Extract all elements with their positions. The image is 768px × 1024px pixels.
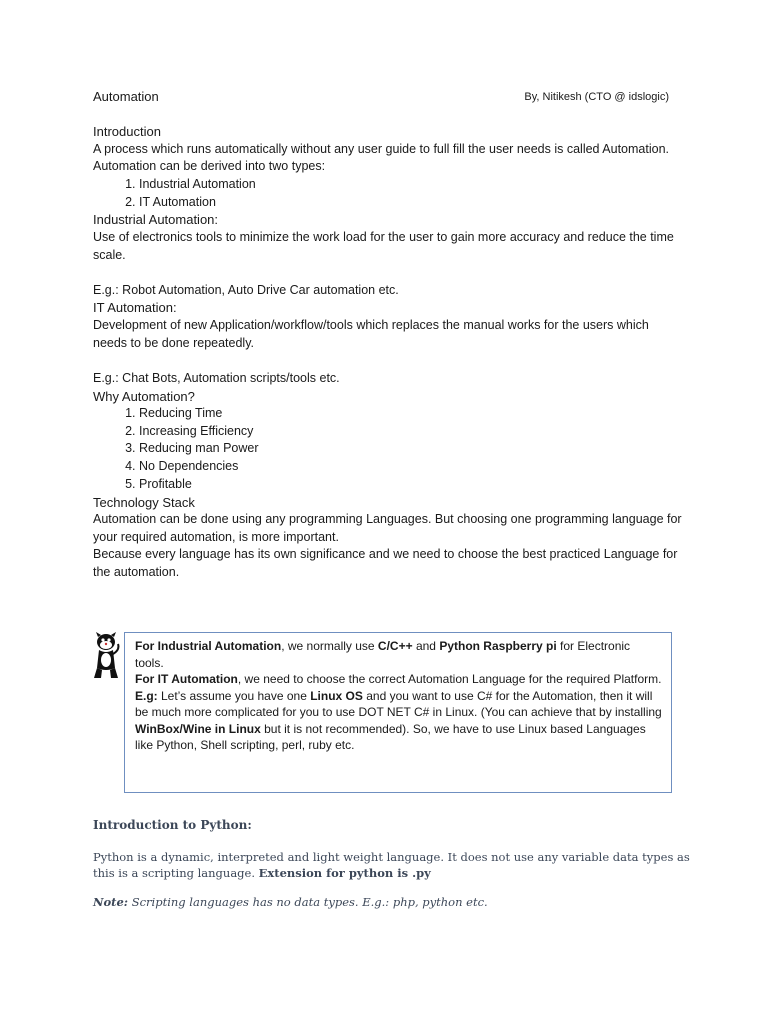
document-body: [93, 123, 683, 582]
list-item: 3. Reducing man Power: [139, 440, 683, 458]
industrial-description: Use of electronics tools to minimize the work load for the user to gain more accuracy and reduce the time scale.: [93, 229, 674, 262]
heading-stack: Technology Stack: [93, 494, 195, 510]
python-description: Python is a dynamic, interpreted and light weight language. It does not use any variable data types as this is a scripting language. Extension for python is .py: [93, 850, 690, 880]
callout-line-industrial: For Industrial Automation, we normally use C/C++ and Python Raspberry pi for Electronic tools.: [135, 639, 631, 670]
it-example: E.g.: Chat Bots, Automation scripts/tools etc.: [93, 370, 340, 385]
reasons-list: [93, 405, 683, 494]
list-item: 1. Industrial Automation: [139, 176, 683, 194]
stack-para-2: Because every language has its own significance and we need to choose the best practiced Language for the automation.: [93, 547, 678, 580]
cartoon-cat-icon: [91, 632, 121, 680]
heading-it: IT Automation:: [93, 300, 177, 316]
list-item: 2. Increasing Efficiency: [139, 423, 683, 441]
industrial-example: E.g.: Robot Automation, Auto Drive Car automation etc.: [93, 282, 399, 297]
intro-types-line: Automation can be derived into two types:: [93, 159, 326, 174]
callout-line-example: E.g: Let’s assume you have one Linux OS and you want to use C# for the Automation, then it will be much more complicated for you to use DOT NET C# in Linux. (You can achieve that by installing WinBox/Wine in Linux but it is not recommended). So, we have to use Linux based Languages like Python, Shell scripting, perl, ruby etc.: [135, 688, 662, 752]
list-item: 4. No Dependencies: [139, 458, 683, 476]
python-heading: Introduction to Python:: [93, 818, 252, 832]
list-item: 5. Profitable: [139, 476, 683, 494]
heading-introduction: Introduction: [93, 124, 161, 139]
intro-definition: A process which runs automatically without any user guide to full fill the user needs is called Automation.: [93, 141, 670, 156]
document-title: Automation: [93, 89, 159, 104]
list-item: 1. Reducing Time: [139, 405, 683, 423]
list-item: 2. IT Automation: [139, 194, 683, 212]
it-description: Development of new Application/workflow/tools which replaces the manual works for the users which needs to be done repeatedly.: [93, 317, 649, 350]
python-note: Note: Scripting languages has no data types. E.g.: php, python etc.: [93, 895, 488, 909]
automation-types-list: [93, 176, 683, 211]
heading-industrial: Industrial Automation:: [93, 212, 219, 228]
callout-line-it: For IT Automation, we need to choose the correct Automation Language for the required Platform.: [135, 672, 662, 686]
note-callout-box: [124, 632, 672, 793]
stack-para-1: Automation can be done using any programming Languages. But choosing one programming language for your required automation, is more important.: [93, 512, 682, 544]
author-line: By, Nitikesh (CTO @ idslogic): [524, 91, 669, 103]
heading-why: Why Automation?: [93, 388, 195, 404]
